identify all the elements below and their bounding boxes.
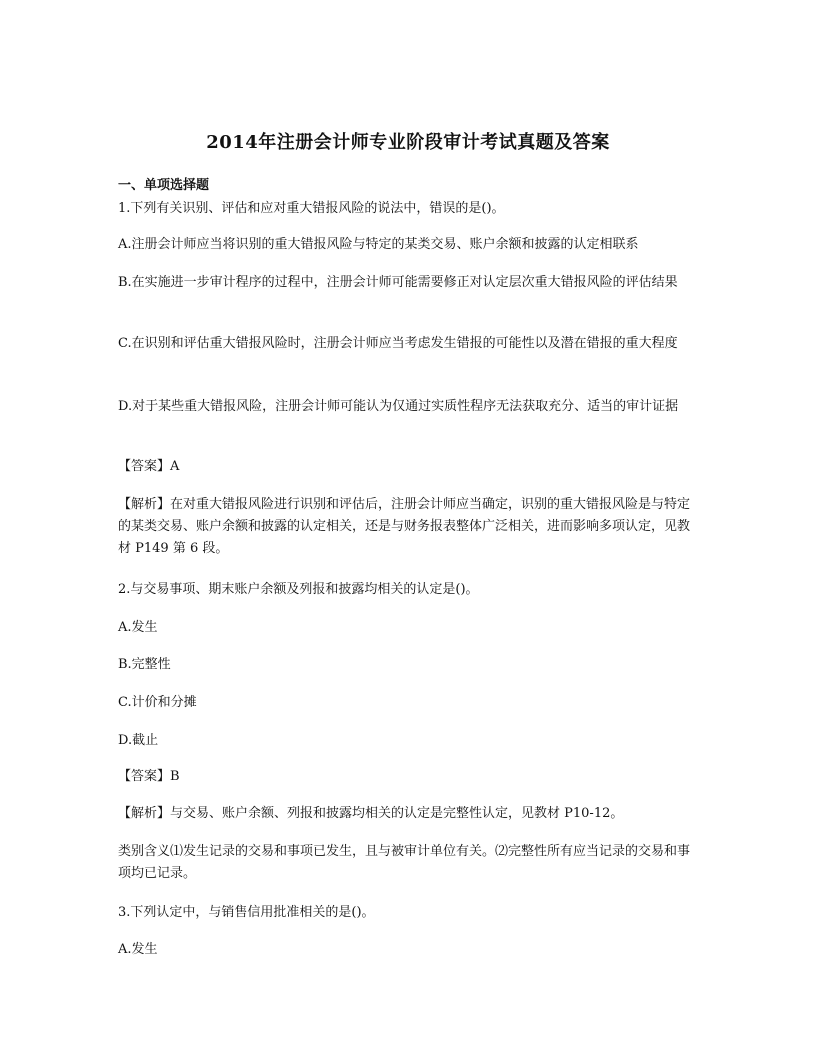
- question-1-answer: 【答案】A: [118, 459, 180, 474]
- question-2-note: 类别含义⑴发生记录的交易和事项已发生，且与被审计单位有关。⑵完整性所有应当记录的交易和事项均已记录。: [118, 844, 691, 881]
- question-2-explanation: 【解析】与交易、账户余额、列报和披露均相关的认定是完整性认定，见教材 P10-12。: [118, 806, 624, 821]
- question-2-stem: 2.与交易事项、期末账户余额及列报和披露均相关的认定是()。: [118, 582, 479, 597]
- question-1-stem: 1.下列有关识别、评估和应对重大错报风险的说法中，错误的是()。: [118, 201, 505, 216]
- question-1-option-c: C.在识别和评估重大错报风险时，注册会计师应当考虑发生错报的可能性以及潜在错报的重大程度: [118, 336, 678, 351]
- question-1-option-d: D.对于某些重大错报风险，注册会计师可能认为仅通过实质性程序无法获取充分、适当的审计证据: [118, 399, 679, 414]
- question-2-option-c: C.计价和分摊: [118, 695, 197, 710]
- section-heading: 一、单项选择题: [118, 178, 210, 193]
- document-title: 2014年注册会计师专业阶段审计考试真题及答案: [206, 132, 610, 153]
- question-2-option-b: B.完整性: [118, 657, 171, 672]
- question-2-option-d: D.截止: [118, 733, 159, 748]
- question-3-stem: 3.下列认定中，与销售信用批准相关的是()。: [118, 905, 375, 920]
- question-1-explanation: 【解析】在对重大错报风险进行识别和评估后，注册会计师应当确定，识别的重大错报风险是与特定的某类交易、账户余额和披露的认定相关，还是与财务报表整体广泛相关，进而影响多项认定，见教材 P149 第 6 段。: [118, 497, 691, 556]
- question-3-option-a: A.发生: [118, 942, 158, 957]
- question-2-option-a: A.发生: [118, 620, 158, 635]
- question-2-answer: 【答案】B: [118, 769, 180, 784]
- question-1-option-a: A.注册会计师应当将识别的重大错报风险与特定的某类交易、账户余额和披露的认定相联系: [118, 237, 639, 252]
- question-1-option-b: B.在实施进一步审计程序的过程中，注册会计师可能需要修正对认定层次重大错报风险的评估结果: [118, 275, 678, 290]
